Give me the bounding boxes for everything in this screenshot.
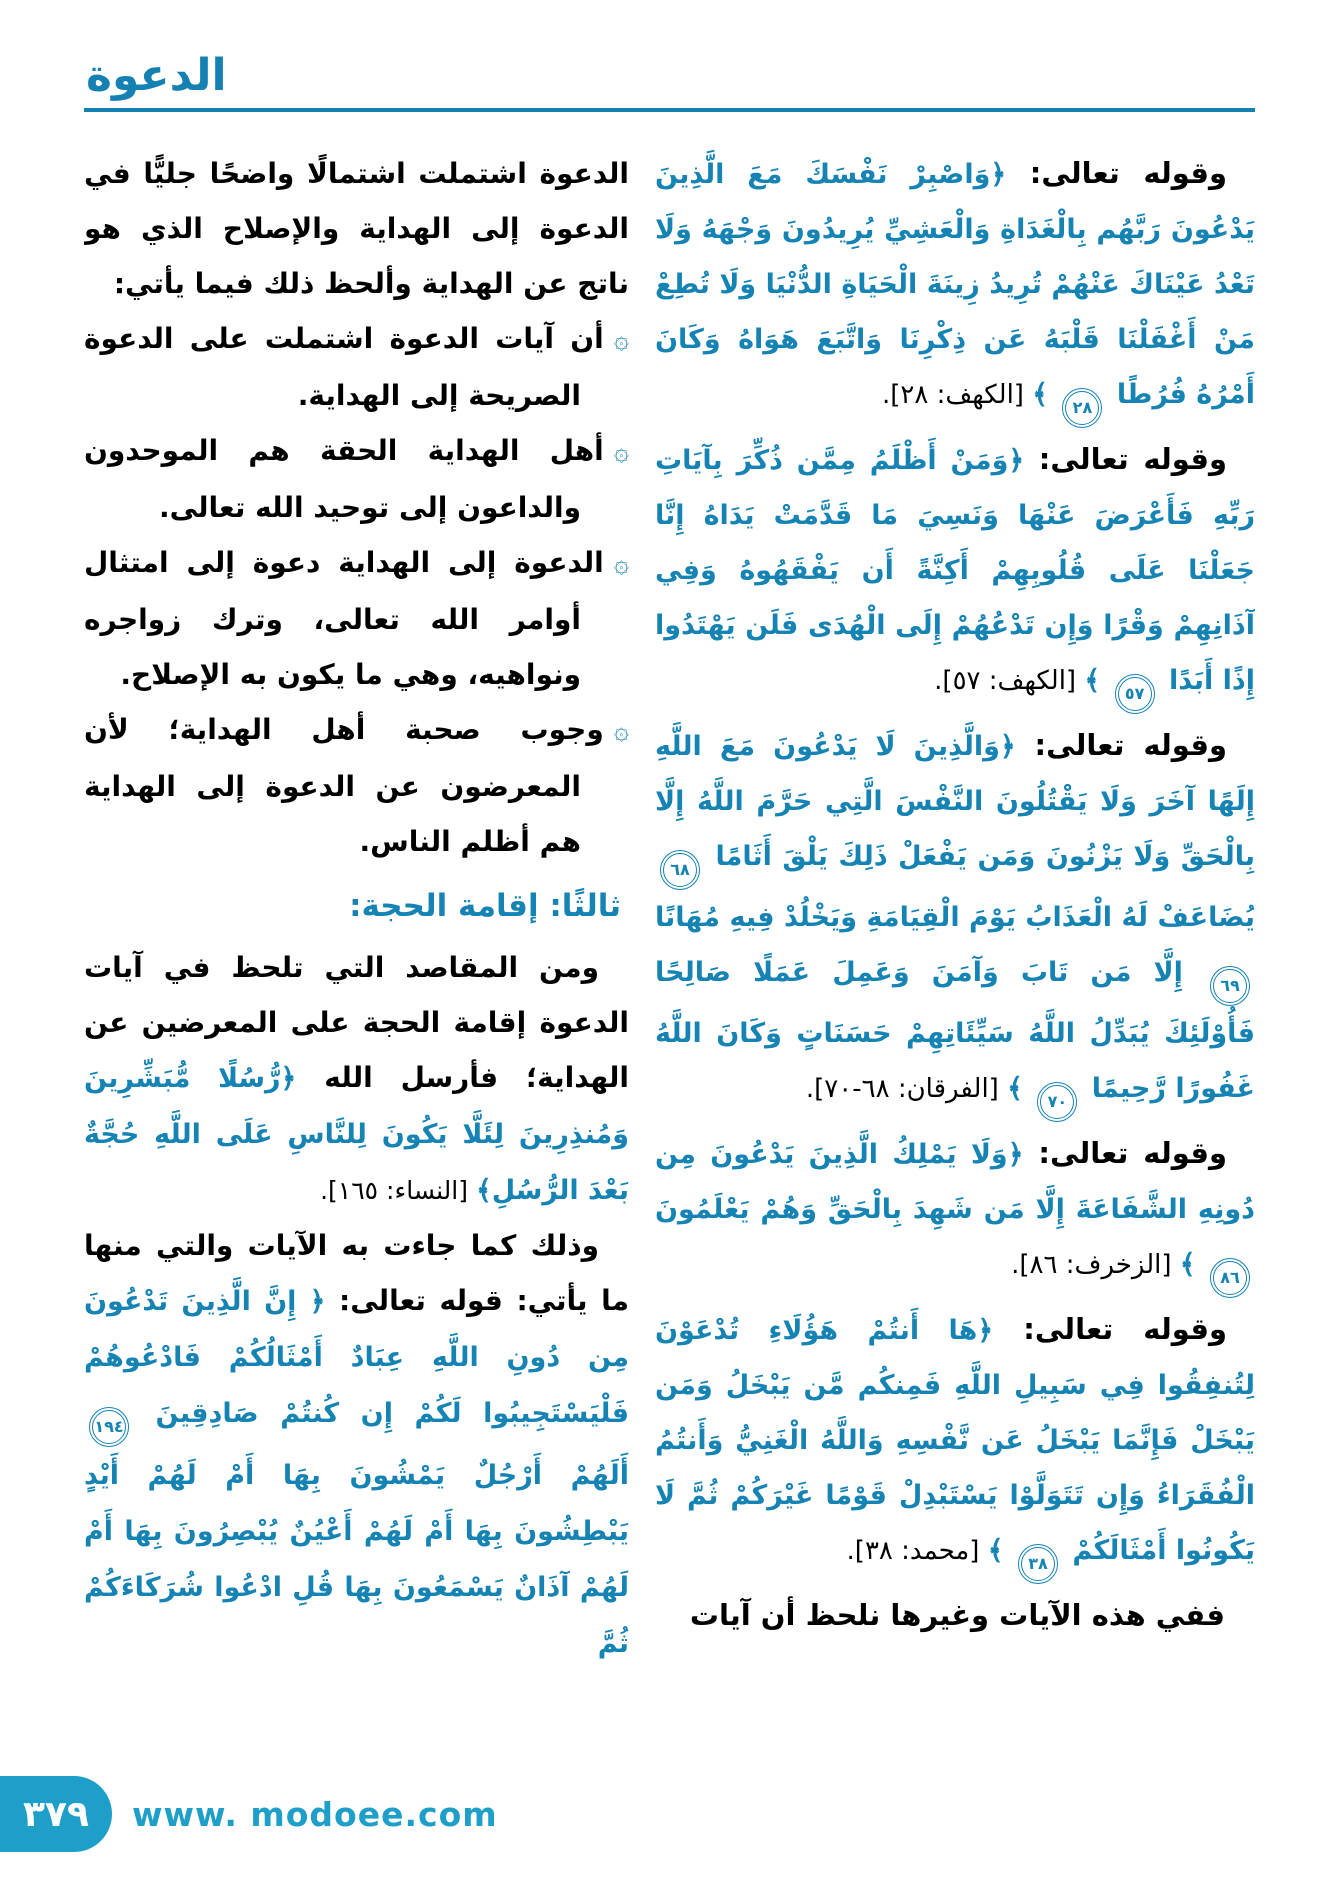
bullet-item (84, 535, 629, 702)
lead-label: وقوله تعالى: (1006, 156, 1227, 191)
rosette-bullet-icon: ۞ (613, 549, 629, 580)
header-rule (84, 108, 1255, 112)
lead-label: وقوله تعالى: (1015, 728, 1227, 763)
rosette-bullet-icon: ۞ (613, 325, 629, 356)
lead-label: وذلك كما جاءت به الآيات والتي منها ما يأتي: قوله تعالى: (84, 1229, 629, 1318)
verse-reference: [الفرقان: ٦٨-٧٠]. (805, 1074, 1008, 1105)
ayah-number-medallion: ٣٨ (1018, 1544, 1058, 1584)
quran-quote (655, 718, 1255, 1122)
quran-quote (655, 432, 1255, 714)
bullet-list (84, 311, 629, 869)
rosette-bullet-icon: ۞ (613, 437, 629, 468)
points-column (84, 146, 629, 1724)
ayah-number-medallion: ٦٨ (660, 850, 700, 890)
ayah-number-medallion: ٥٧ (1115, 674, 1155, 714)
ayah-number-medallion: ٧٠ (1037, 1082, 1077, 1122)
verse-reference: [الزخرف: ٨٦]. (1011, 1250, 1180, 1281)
quote-list (655, 146, 1255, 1584)
intro-paragraph: الدعوة اشتملت اشتمالًا واضحًا جليًّا في الدعوة إلى الهداية والإصلاح الذي هو ناتج عن الهداية وألحظ ذلك فيما يأتي: (84, 157, 629, 301)
two-column-layout (84, 146, 1255, 1724)
quran-quote (655, 1126, 1255, 1298)
closing-paragraph: ففي هذه الآيات وغيرها نلحظ أن آيات (689, 1598, 1225, 1633)
hujjah-paragraph (84, 940, 629, 1218)
quran-text: ﴿وَالَّذِينَ لَا يَدْعُونَ مَعَ اللَّهِ إِلَهًا آخَرَ وَلَا يَقْتُلُونَ النَّفْسَ الَّتِي حَرَّمَ اللَّهُ إِلَّا بِالْحَقِّ وَلَا يَزْنُونَ وَمَن يَفْعَلْ ذَلِكَ يَلْقَ أَثَامًا (655, 731, 1255, 873)
quran-text: ﴾ (987, 1535, 1013, 1567)
lead-label: وقوله تعالى: (1023, 1136, 1227, 1171)
quran-text: ﴿رُّسُلًا مُّبَشِّرِينَ وَمُنذِرِينَ لِئَلَّا يَكُونَ لِلنَّاسِ عَلَى اللَّهِ حُجَّةٌ بَعْدَ الرُّسُلِ﴾ (84, 1063, 629, 1207)
ayah-number-medallion: ٦٩ (1210, 966, 1250, 1006)
verse-reference: [محمد: ٣٨]. (846, 1536, 988, 1567)
verse-reference: [الكهف: ٢٨]. (882, 380, 1033, 411)
quran-text: ﴾ (1007, 1073, 1033, 1105)
page-number: ٣٧٩ (23, 1793, 89, 1835)
lead-label: وقوله تعالى: (993, 1312, 1227, 1347)
quran-text: ﴿وَلَا يَمْلِكُ الَّذِينَ يَدْعُونَ مِن دُونِهِ الشَّفَاعَةَ إِلَّا مَن شَهِدَ بِالْحَقِّ وَهُمْ يَعْلَمُونَ (655, 1139, 1255, 1226)
quran-text: ﴿هَا أَنتُمْ هَؤُلَاءِ تُدْعَوْنَ لِتُنفِقُوا فِي سَبِيلِ اللَّهِ فَمِنكُم مَّن يَبْخَلُ وَمَن يَبْخَلْ فَإِنَّمَا يَبْخَلُ عَن نَّفْسِهِ وَاللَّهُ الْغَنِيُّ وَأَنتُمُ الْفُقَرَاءُ وَإِن تَتَوَلَّوْا يَسْتَبْدِلْ قَوْمًا غَيْرَكُمْ ثُمَّ لَا يَكُونُوا أَمْثَالَكُمْ (655, 1315, 1255, 1567)
bullet-item (84, 311, 629, 423)
ayah-number-medallion: ١٩٤ (89, 1407, 129, 1447)
bullet-item (84, 702, 629, 869)
quran-text: ﴿ إِنَّ الَّذِينَ تَدْعُونَ مِن دُونِ اللَّهِ عِبَادٌ أَمْثَالُكُمْ فَادْعُوهُمْ فَلْيَسْتَجِيبُوا لَكُمْ إِن كُنتُمْ صَادِقِينَ (84, 1286, 629, 1430)
page-title: الدعوة (86, 50, 227, 101)
bullet-text: أهل الهداية الحقة هم الموحدون والداعون إلى توحيد الله تعالى. (84, 434, 604, 525)
verse-reference: [الكهف: ٥٧]. (934, 666, 1085, 697)
quran-text: ﴾ (1032, 379, 1058, 411)
quran-text: إِلَّا مَن تَابَ وَآمَنَ وَعَمِلَ عَمَلًا صَالِحًا فَأُوْلَئِكَ يُبَدِّلُ اللَّهُ سَيِّئَاتِهِمْ حَسَنَاتٍ وَكَانَ اللَّهُ غَفُورًا رَّحِيمًا (655, 957, 1255, 1105)
section-subheading: ثالثًا: إقامة الحجة: (349, 888, 621, 925)
bullet-text: وجوب صحبة أهل الهداية؛ لأن المعرضون عن الدعوة إلى الهداية هم أظلم الناس. (84, 713, 604, 859)
lead-label: وقوله تعالى: (1024, 442, 1227, 477)
quran-quote (655, 146, 1255, 428)
page-number-pill (0, 1776, 112, 1852)
bullet-text: الدعوة إلى الهداية دعوة إلى امتثال أوامر الله تعالى، وترك زواجره ونواهيه، وهي ما يكون به الإصلاح. (84, 546, 604, 692)
ayah-number-medallion: ٢٨ (1062, 388, 1102, 428)
quran-text: ﴾ (1179, 1249, 1205, 1281)
quran-text: أَلَهُمْ أَرْجُلٌ يَمْشُونَ بِهَا أَمْ لَهُمْ أَيْدٍ يَبْطِشُونَ بِهَا أَمْ لَهُمْ أَعْيُنٌ يُبْصِرُونَ بِهَا أَمْ لَهُمْ آذَانٌ يَسْمَعُونَ بِهَا قُلِ ادْعُوا شُرَكَاءَكُمْ ثُمَّ (84, 1460, 629, 1660)
quran-quote (655, 1302, 1255, 1584)
quran-text: ﴿وَمَنْ أَظْلَمُ مِمَّن ذُكِّرَ بِآيَاتِ رَبِّهِ فَأَعْرَضَ عَنْهَا وَنَسِيَ مَا قَدَّمَتْ يَدَاهُ إِنَّا جَعَلْنَا عَلَى قُلُوبِهِمْ أَكِنَّةً أَن يَفْقَهُوهُ وَفِي آذَانِهِمْ وَقْرًا وَإِن تَدْعُهُمْ إِلَى الْهُدَى فَلَن يَهْتَدُوا إِذًا أَبَدًا (655, 445, 1255, 697)
quran-text: ﴿وَاصْبِرْ نَفْسَكَ مَعَ الَّذِينَ يَدْعُونَ رَبَّهُم بِالْغَدَاةِ وَالْعَشِيِّ يُرِيدُونَ وَجْهَهُ وَلَا تَعْدُ عَيْنَاكَ عَنْهُمْ تُرِيدُ زِينَةَ الْحَيَاةِ الدُّنْيَا وَلَا تُطِعْ مَنْ أَغْفَلْنَا قَلْبَهُ عَن ذِكْرِنَا وَاتَّبَعَ هَوَاهُ وَكَانَ أَمْرُهُ فُرُطًا (655, 159, 1255, 411)
rosette-bullet-icon: ۞ (613, 716, 629, 747)
quran-text: يُضَاعَفْ لَهُ الْعَذَابُ يَوْمَ الْقِيَامَةِ وَيَخْلُدْ فِيهِ مُهَانًا (655, 902, 1255, 934)
page-header (84, 52, 1255, 112)
bullet-item (84, 423, 629, 535)
lead-label: ومن المقاصد التي تلحظ في آيات الدعوة إقامة الحجة على المعرضين عن الهداية؛ فأرسل الله (84, 951, 629, 1095)
ayat-paragraph (84, 1218, 629, 1671)
verse-reference: [النساء: ١٦٥]. (320, 1176, 476, 1206)
bullet-text: أن آيات الدعوة اشتملت على الدعوة الصريحة إلى الهداية. (84, 322, 604, 413)
quran-quotes-column (655, 146, 1255, 1724)
quran-text: ﴾ (1084, 665, 1110, 697)
ayah-number-medallion: ٨٦ (1210, 1258, 1250, 1298)
website-text: www. modoee.com (132, 1795, 498, 1834)
